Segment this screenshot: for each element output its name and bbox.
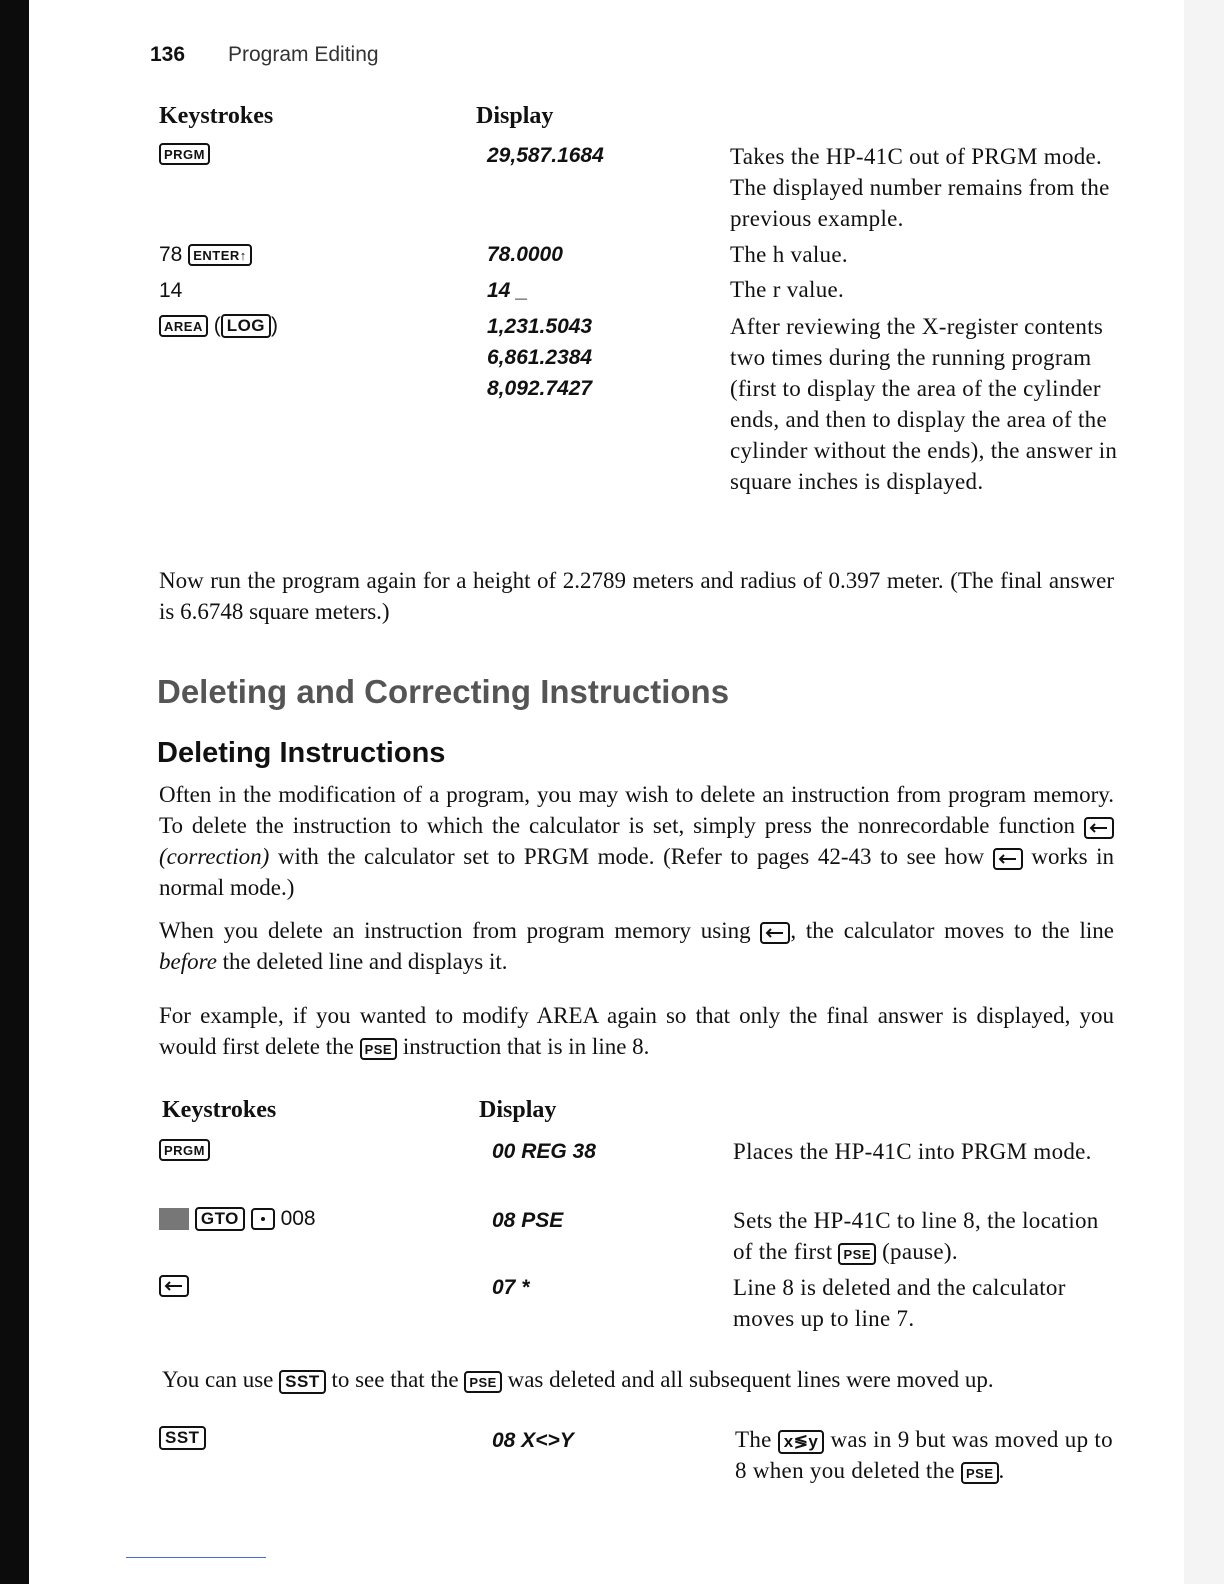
- shift-key: [159, 1208, 189, 1230]
- sst-key: SST: [279, 1370, 326, 1394]
- pse-key: PSE: [838, 1243, 876, 1265]
- display-value: 1,231.5043: [487, 315, 593, 338]
- description: The h value.: [730, 242, 848, 267]
- correction-key-icon: [993, 848, 1023, 870]
- description: Takes the HP-41C out of PRGM mode. The displayed number remains from the previous example.: [730, 144, 1110, 231]
- scan-border-left: [0, 0, 29, 1584]
- page-number: 136: [150, 43, 186, 66]
- display-value: 08 PSE: [492, 1209, 564, 1232]
- pse-key: PSE: [961, 1462, 999, 1484]
- footer-rule: [126, 1557, 266, 1558]
- description: After reviewing the X-register contents two times during the running program (first to display the area of the cylinder ends, and then to display the area of the cylinder without the ends), the answer in square inches is displayed.: [730, 314, 1118, 494]
- description: The r value.: [730, 277, 845, 302]
- correction-key-icon: [159, 1275, 189, 1297]
- keystroke-row-2: [159, 243, 252, 267]
- prgm-key: PRGM: [159, 1139, 210, 1161]
- description: Places the HP-41C into PRGM mode.: [733, 1139, 1092, 1164]
- keystroke-row-3: 14: [159, 279, 183, 302]
- display-value: 07 *: [492, 1276, 530, 1299]
- display-value: 00 REG 38: [492, 1140, 596, 1163]
- keystroke-row-1: [159, 143, 210, 165]
- paragraph-sst: You can use SST to see that the PSE was deleted and all subsequent lines were moved up.: [162, 1367, 994, 1392]
- display-value: 78.0000: [487, 243, 563, 266]
- line-number: 008: [280, 1207, 316, 1230]
- enter-key: ENTER↑: [188, 244, 252, 266]
- display-value: 6,861.2384: [487, 346, 593, 369]
- correction-key-icon: [760, 922, 790, 944]
- decimal-point-key-icon: [251, 1208, 275, 1230]
- pse-key: PSE: [464, 1371, 502, 1393]
- scan-border-right: [1184, 0, 1224, 1584]
- display-value: 08 X<>Y: [492, 1429, 574, 1452]
- section-heading: Deleting and Correcting Instructions: [157, 673, 730, 710]
- keystroke-row-sst: [159, 1426, 206, 1450]
- description: Sets the HP-41C to line 8, the location of the first PSE (pause).: [733, 1208, 1099, 1264]
- description: The x≶y was in 9 but was moved up to 8 when you deleted the PSE .: [735, 1427, 1113, 1483]
- description: Line 8 is deleted and the calculator moves up to line 7.: [733, 1275, 1066, 1331]
- pse-key: PSE: [360, 1038, 398, 1060]
- section-title: Program Editing: [228, 43, 379, 66]
- sst-key: SST: [159, 1426, 206, 1450]
- display-value: 14 _: [487, 279, 528, 302]
- keystrokes-heading: Keystrokes: [162, 1097, 277, 1123]
- correction-key-icon: [1084, 817, 1114, 839]
- paragraph-example: For example, if you wanted to modify AREA again so that only the final answer is displayed, you would first delete the PSE instruction that is in line 8.: [159, 1003, 1114, 1059]
- keystroke-row-3: [159, 1275, 189, 1297]
- keystroke-number: 78: [159, 243, 183, 266]
- keystroke-row-1: [159, 1139, 210, 1161]
- display-value: 29,587.1684: [487, 144, 604, 167]
- display-heading: Display: [476, 103, 554, 129]
- paragraph-run-again: Now run the program again for a height of 2.2789 meters and radius of 0.397 meter. (The final answer is 6.6748 square meters.): [159, 568, 1114, 624]
- paragraph-delete-behavior: When you delete an instruction from program memory using , the calculator moves to the line before the deleted line and displays it.: [159, 918, 1114, 974]
- area-key: AREA: [159, 315, 208, 337]
- prgm-key: PRGM: [159, 143, 210, 165]
- x-exchange-y-key: x≶y: [778, 1430, 825, 1454]
- display-value: 8,092.7427: [487, 377, 593, 400]
- subsection-heading: Deleting Instructions: [157, 737, 446, 769]
- keystrokes-heading: Keystrokes: [159, 103, 274, 129]
- log-key: LOG: [221, 314, 271, 338]
- paragraph-delete-intro: Often in the modification of a program, you may wish to delete an instruction from program memory. To delete the instruction to which the calculator is set, simply press the nonrecordable function (correction) with the calculator set to PRGM mode. (Refer to pages 42-43 to see how works in normal mode.): [159, 782, 1115, 900]
- display-heading: Display: [479, 1097, 557, 1123]
- gto-key: GTO: [195, 1207, 245, 1231]
- keystroke-row-2: [159, 1207, 316, 1231]
- keystroke-row-4: AREA ( LOG ): [159, 314, 278, 338]
